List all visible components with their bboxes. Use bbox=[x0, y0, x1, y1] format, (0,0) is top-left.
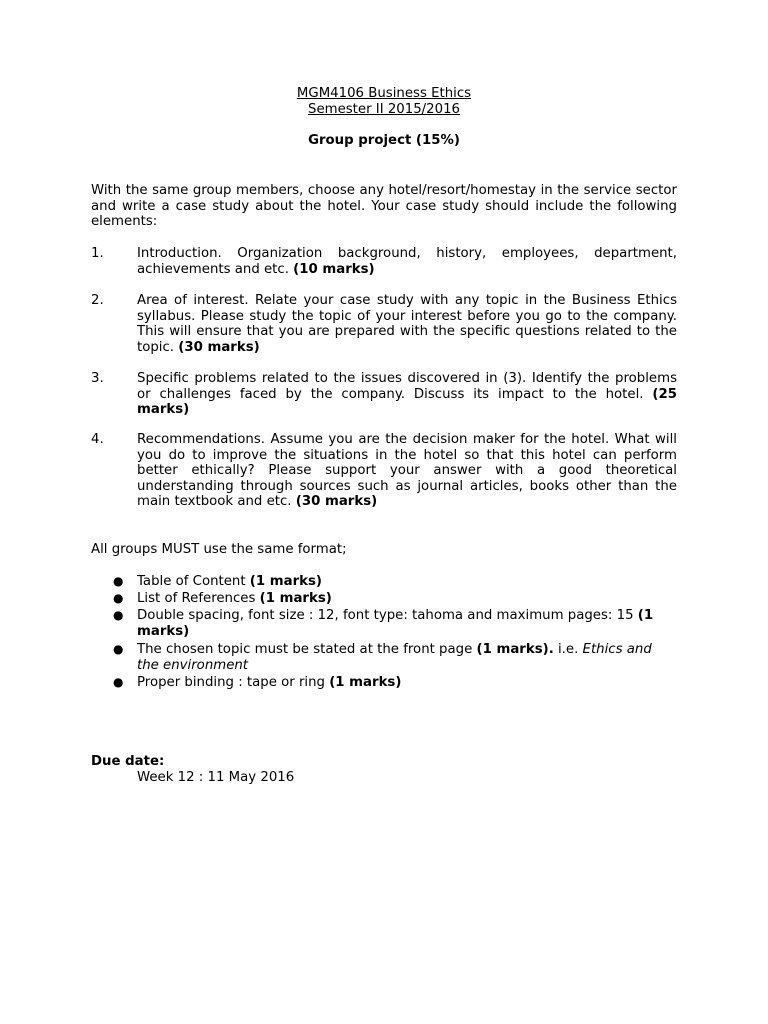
format-marks: (1 marks) bbox=[259, 591, 332, 606]
list-item bbox=[137, 574, 677, 590]
course-title-text: MGM4106 Business Ethics bbox=[296, 86, 472, 101]
item-number: 3. bbox=[91, 371, 104, 386]
item-marks: (30 marks) bbox=[295, 494, 378, 509]
list-item bbox=[137, 608, 677, 639]
item-number: 2. bbox=[91, 293, 104, 308]
item-marks: (25 marks) bbox=[137, 386, 677, 417]
semester-title-text: Semester II 2015/2016 bbox=[308, 102, 460, 117]
bullet-icon: ● bbox=[113, 591, 124, 605]
format-text: Table of Content bbox=[137, 574, 246, 589]
intro-paragraph: With the same group members, choose any hotel/resort/homestay in the service sector and write a case study about the hotel. Your case study should include the following elements: bbox=[91, 183, 677, 229]
format-after: i.e. bbox=[553, 642, 579, 657]
format-marks: (1 marks) bbox=[249, 574, 322, 589]
list-item bbox=[137, 293, 677, 355]
format-marks: (1 marks) bbox=[137, 608, 654, 639]
due-date-value: Week 12 : 11 May 2016 bbox=[137, 770, 295, 785]
format-intro: All groups MUST use the same format; bbox=[91, 542, 347, 557]
item-text: Introduction. Organization background, history, employees, department, achievements and etc. bbox=[137, 246, 677, 277]
semester-title bbox=[0, 102, 768, 118]
list-item bbox=[137, 642, 677, 673]
project-title bbox=[0, 133, 768, 149]
list-item bbox=[137, 432, 677, 510]
format-example: Ethics and the environment bbox=[137, 642, 652, 673]
course-title bbox=[0, 86, 768, 102]
item-number: 1. bbox=[91, 246, 104, 261]
list-item bbox=[137, 371, 677, 418]
list-item bbox=[137, 591, 677, 607]
project-title-text: Group project (15%) bbox=[308, 133, 460, 148]
item-text: Area of interest. Relate your case study with any topic in the Business Ethics syllabus. Please study the topic of your interest before you go to the company. This will ensure that you are prepared with the specific questions related to the topic. bbox=[137, 293, 677, 355]
item-marks: (10 marks) bbox=[293, 261, 375, 277]
bullet-icon: ● bbox=[113, 608, 124, 622]
bullet-icon: ● bbox=[113, 675, 124, 689]
format-text: Double spacing, font size : 12, font type: tahoma and maximum pages: 15 bbox=[137, 608, 634, 623]
format-marks: (1 marks). bbox=[476, 642, 554, 657]
due-date-label-text: Due date: bbox=[91, 754, 165, 769]
item-number: 4. bbox=[91, 432, 104, 447]
list-item bbox=[137, 675, 677, 691]
format-text: Proper binding : tape or ring bbox=[137, 675, 325, 690]
due-date-label bbox=[91, 754, 677, 770]
bullet-icon: ● bbox=[113, 642, 124, 656]
item-marks: (30 marks) bbox=[178, 339, 260, 355]
format-text: The chosen topic must be stated at the front page bbox=[137, 642, 473, 657]
list-item bbox=[137, 246, 677, 277]
item-text: Recommendations. Assume you are the decision maker for the hotel. What will you do to improve the situations in the hotel so that this hotel can perform better ethically? Please support your answer with a good theoretical understanding through sources such as journal articles, books other than the main textbook and etc. bbox=[137, 432, 677, 509]
format-marks: (1 marks) bbox=[329, 675, 402, 690]
format-text: List of References bbox=[137, 591, 256, 606]
item-text: Specific problems related to the issues discovered in (3). Identify the problems or challenges faced by the company. Discuss its impact to the hotel. bbox=[137, 371, 677, 402]
bullet-icon: ● bbox=[113, 574, 124, 588]
